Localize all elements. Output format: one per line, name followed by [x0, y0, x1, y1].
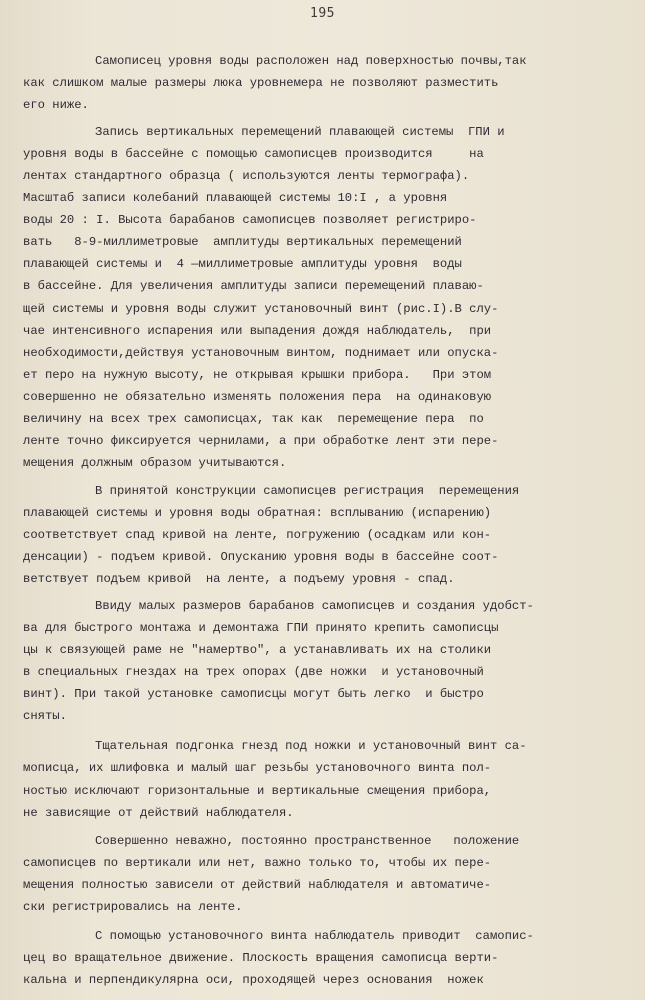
paragraph [23, 121, 605, 474]
text-line: С помощью установочного винта наблюдатель приводит самопис- [95, 928, 534, 943]
text-line: его ниже. [23, 98, 89, 113]
text-line: в бассейне. Для увеличения амплитуды записи перемещений плаваю- [23, 279, 484, 294]
paragraph [23, 480, 605, 590]
paragraph [23, 925, 605, 991]
text-line: денсации) - подъем кривой. Опусканию уровня воды в бассейне соот- [23, 550, 499, 565]
paragraph [23, 735, 605, 823]
text-line: Ввиду малых размеров барабанов самописцев и создания удобст- [95, 599, 534, 614]
text-line: ски регистрировались на ленте. [23, 899, 243, 914]
text-line: воды 20 : I. Высота барабанов самописцев позволяет регистриро- [23, 213, 477, 228]
text-line: вать 8-9-миллиметровые амплитуды вертикальных перемещений [23, 235, 462, 250]
text-line: в специальных гнездах на трех опорах (две ножки и установочный [23, 665, 484, 680]
text-line: щей системы и уровня воды служит установочный винт (рис.I).В слу- [23, 301, 499, 316]
paragraph-container [23, 50, 605, 991]
text-line: Совершенно неважно, постоянно пространственное положение [95, 833, 520, 848]
text-line: цы к связующей раме не "намертво", а устанавливать их на столики [23, 643, 492, 658]
text-line: ностью исключают горизонтальные и вертикальные смещения прибора, [23, 783, 492, 798]
text-line: соответствует спад кривой на ленте, погружению (осадкам или кон- [23, 527, 492, 542]
paragraph [23, 830, 605, 918]
document-body [23, 50, 605, 991]
text-line: чае интенсивного испарения или выпадения дождя наблюдатель, при [23, 323, 492, 338]
text-line: ветствует подъем кривой на ленте, а подъему уровня - спад. [23, 572, 455, 587]
paragraph [23, 50, 605, 116]
text-line: плавающей системы и уровня воды обратная: всплыванию (испарению) [23, 505, 492, 520]
text-line: величину на всех трех самописцах, так как перемещение пера по [23, 411, 484, 426]
text-line: лентах стандартного образца ( используются ленты термографа). [23, 169, 470, 184]
text-line: ва для быстрого монтажа и демонтажа ГПИ принято крепить самописцы [23, 621, 499, 636]
paragraph [23, 595, 605, 727]
text-line: ленте точно фиксируется чернилами, а при обработке лент эти пере- [23, 433, 499, 448]
text-line: мещения должным образом учитываются. [23, 455, 287, 470]
text-line: Запись вертикальных перемещений плавающей системы ГПИ и [95, 125, 505, 140]
text-line: кальна и перпендикулярна оси, проходящей через основания ножек [23, 972, 484, 987]
text-line: уровня воды в бассейне с помощью самописцев производится на [23, 147, 484, 162]
text-line: совершенно не обязательно изменять положения пера на одинаковую [23, 389, 492, 404]
text-line: цец во вращательное движение. Плоскость вращения самописца верти- [23, 950, 499, 965]
text-line: Самописец уровня воды расположен над поверхностью почвы,так [95, 54, 527, 68]
text-line: Тщательная подгонка гнезд под ножки и установочный винт са- [95, 739, 527, 754]
text-line: мещения полностью зависели от действий наблюдателя и автоматиче- [23, 877, 492, 892]
text-line: ет перо на нужную высоту, не открывая крышки прибора. При этом [23, 367, 492, 382]
text-line: Масштаб записи колебаний плавающей системы 10:I , а уровня [23, 191, 448, 206]
text-line: плавающей системы и 4 —миллиметровые амплитуды уровня воды [23, 257, 462, 272]
text-line: самописцев по вертикали или нет, важно только то, чтобы их пере- [23, 855, 492, 870]
text-line: необходимости,действуя установочным винтом, поднимает или опуска- [23, 345, 499, 360]
page-number: 195 [310, 6, 335, 21]
text-line: В принятой конструкции самописцев регистрация перемещения [95, 483, 520, 498]
text-line: не зависящие от действий наблюдателя. [23, 805, 294, 820]
text-line: как слишком малые размеры люка уровнемера не позволяют разместить [23, 76, 499, 91]
text-line: мописца, их шлифовка и малый шаг резьбы установочного винта пол- [23, 761, 492, 776]
text-line: винт). При такой установке самописцы могут быть легко и быстро [23, 687, 484, 702]
text-line: сняты. [23, 709, 67, 724]
